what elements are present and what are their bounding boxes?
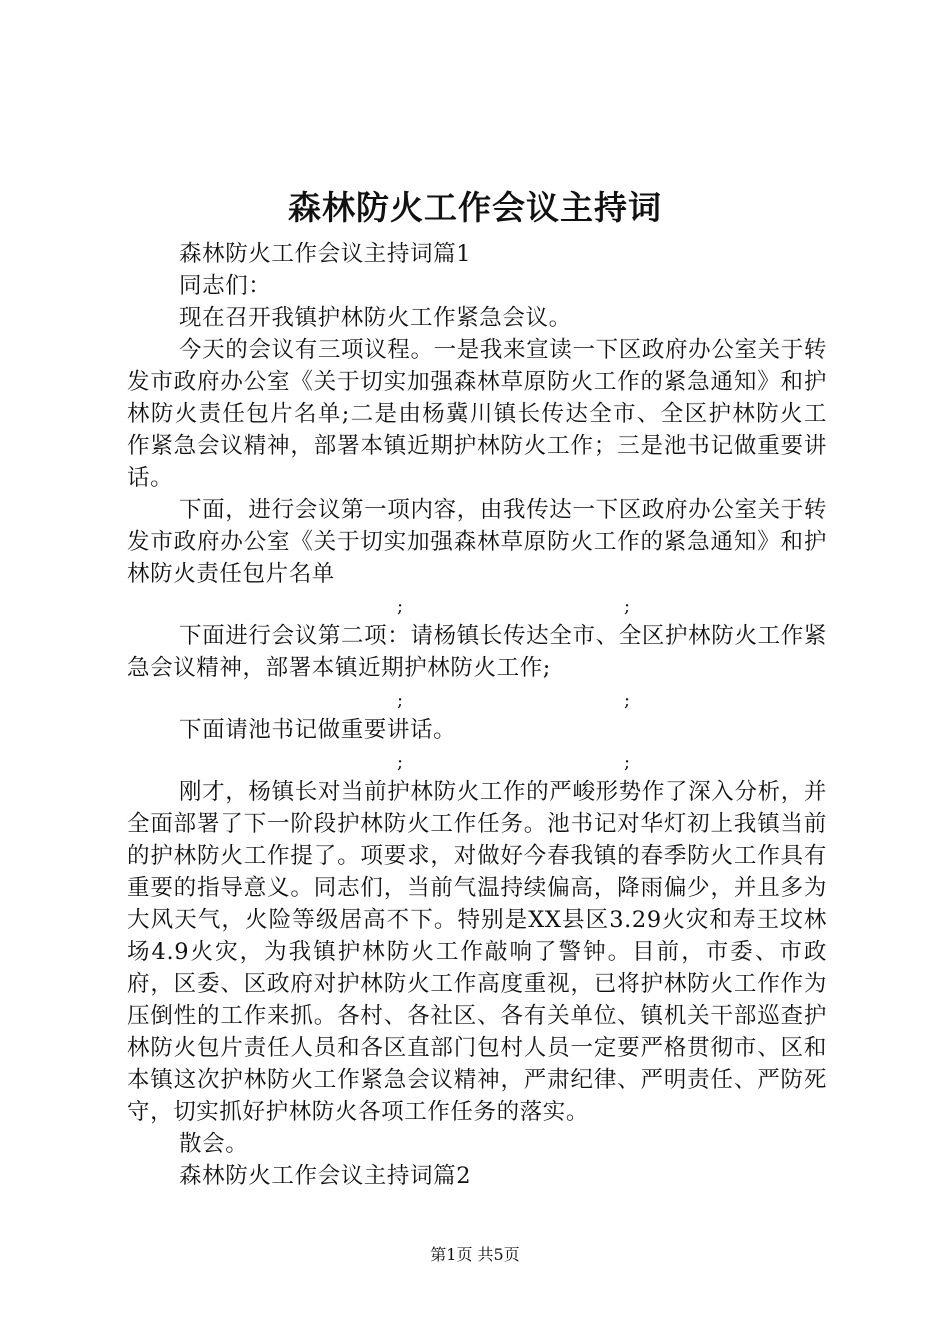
semicolon-mark: ; (397, 596, 404, 617)
document-title: 森林防火工作会议主持词 (288, 188, 662, 227)
document-body (127, 238, 827, 1192)
semicolon-row (127, 687, 827, 714)
paragraph-opening: 现在召开我镇护林防火工作紧急会议。 (179, 305, 572, 331)
paragraph-item-one: 下面，进行会议第一项内容，由我传达一下区政府办公室关于转发市政府办公室《关于切实加强森林草原防火工作的紧急通知》和护林防火责任包片名单 (127, 497, 827, 587)
semicolon-mark: ; (397, 690, 404, 711)
paragraph-item-three: 下面请池书记做重要讲话。 (179, 717, 457, 743)
paragraph-agenda: 今天的会议有三项议程。一是我来宣读一下区政府办公室关于转发市政府办公室《关于切实加强森林草原防火工作的紧急通知》和护林防火责任包片名单;二是由杨冀川镇长传达全市、全区护林防火工作紧急会议精神，部署本镇近期护林防火工作；三是池书记做重要讲话。 (127, 337, 827, 491)
semicolon-row (127, 749, 827, 776)
section-heading-2: 森林防火工作会议主持词篇2 (179, 1163, 472, 1189)
section-heading-1: 森林防火工作会议主持词篇1 (179, 241, 472, 267)
semicolon-row (127, 593, 827, 620)
paragraph-closing: 散会。 (179, 1131, 249, 1157)
semicolon-mark: ; (624, 752, 631, 773)
semicolon-mark: ; (397, 752, 404, 773)
page-footer: 第1页 共5页 (430, 1245, 520, 1264)
semicolon-mark: ; (624, 690, 631, 711)
paragraph-item-two: 下面进行会议第二项：请杨镇长传达全市、全区护林防火工作紧急会议精神，部署本镇近期护林防火工作; (127, 623, 827, 681)
salutation: 同志们： (179, 273, 272, 299)
paragraph-summary: 刚才，杨镇长对当前护林防火工作的严峻形势作了深入分析，并全面部署了下一阶段护林防火工作任务。池书记对华灯初上我镇当前的护林防火工作提了。项要求，对做好今春我镇的春季防火工作具有重要的指导意义。同志们，当前气温持续偏高，降雨偏少，并且多为大风天气，火险等级居高不下。特别是XX县区3.29火灾和寿王坟林场4.9火灾，为我镇护林防火工作敲响了警钟。目前，市委、市政府，区委、区政府对护林防火工作高度重视，已将护林防火工作作为压倒性的工作来抓。各村、各社区、各有关单位、镇机关干部巡查护林防火包片责任人员和各区直部门包村人员一定要严格贯彻市、区和本镇这次护林防火工作紧急会议精神，严肃纪律、严明责任、严防死守，切实抓好护林防火各项工作任务的落实。 (127, 779, 827, 1125)
semicolon-mark: ; (624, 596, 631, 617)
